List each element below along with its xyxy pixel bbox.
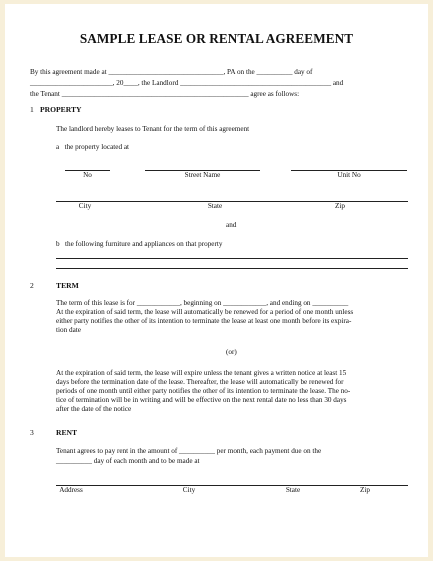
term-alt-line-1: At the expiration of said term, the lease will expire unless the tenant gives a written notice at least 15 bbox=[56, 369, 347, 377]
term-alt-line-5: after the date of the notice bbox=[56, 405, 132, 413]
section-1-number: 1 bbox=[30, 105, 34, 114]
section-3-heading: RENT bbox=[56, 428, 78, 437]
furniture-line-1 bbox=[56, 258, 408, 259]
term-alt-line-2: days before the termination date of the lease. Thereafter, the lease will automatically be renewed for bbox=[56, 378, 344, 386]
label-zip: Zip bbox=[335, 202, 345, 210]
intro-line-3: the Tenant ____________________________________________________ agree as follows: bbox=[30, 90, 300, 98]
rent-line-2: __________ day of each month and to be made at bbox=[56, 457, 200, 465]
label-street-name: Street Name bbox=[184, 171, 221, 179]
label-rent-city: City bbox=[182, 486, 196, 494]
intro-line-1: By this agreement made at ________________________________, PA on the __________ day of bbox=[30, 68, 313, 76]
section-1-item-b: b the following furniture and appliances on that property bbox=[56, 240, 223, 248]
label-no: No bbox=[83, 171, 92, 179]
label-city: City bbox=[78, 202, 92, 210]
label-state: State bbox=[207, 202, 223, 210]
section-2-heading: TERM bbox=[56, 281, 79, 290]
term-line-2: At the expiration of said term, the lease will automatically be renewed for a period of one month unless bbox=[56, 308, 354, 316]
section-1-heading: PROPERTY bbox=[40, 105, 82, 114]
document-page bbox=[5, 4, 428, 557]
rent-line-1: Tenant agrees to pay rent in the amount of __________ per month, each payment due on the bbox=[56, 447, 322, 455]
section-1-text: The landlord hereby leases to Tenant for the term of this agreement bbox=[56, 125, 250, 133]
furniture-line-2 bbox=[56, 268, 408, 269]
or-text: (or) bbox=[226, 348, 237, 356]
document-title: SAMPLE LEASE OR RENTAL AGREEMENT bbox=[79, 31, 354, 46]
term-line-1: The term of this lease is for ____________, beginning on ____________, and ending on __________ bbox=[56, 299, 349, 307]
section-1-item-a: a the property located at bbox=[56, 143, 130, 151]
label-rent-zip: Zip bbox=[360, 486, 370, 494]
label-unit-no: Unit No bbox=[337, 171, 361, 179]
section-2-number: 2 bbox=[30, 281, 34, 290]
term-line-4: tion date bbox=[56, 326, 81, 334]
and-text: and bbox=[226, 221, 237, 229]
label-address: Address bbox=[59, 486, 83, 494]
term-alt-line-4: tice of termination will be in writing and will be effective on the next rental date no less than 30 days bbox=[56, 396, 347, 404]
term-alt-line-3: periods of one month until either party notifies the other of its intention to terminate the lease. The no- bbox=[56, 387, 351, 395]
intro-line-2: _______________________, 20____, the Landlord __________________________________________ and bbox=[30, 79, 344, 87]
term-line-3: either party notifies the other of its intention to terminate the lease at least one month before its expira- bbox=[56, 317, 352, 325]
section-3-number: 3 bbox=[30, 428, 34, 437]
label-rent-state: State bbox=[285, 486, 301, 494]
